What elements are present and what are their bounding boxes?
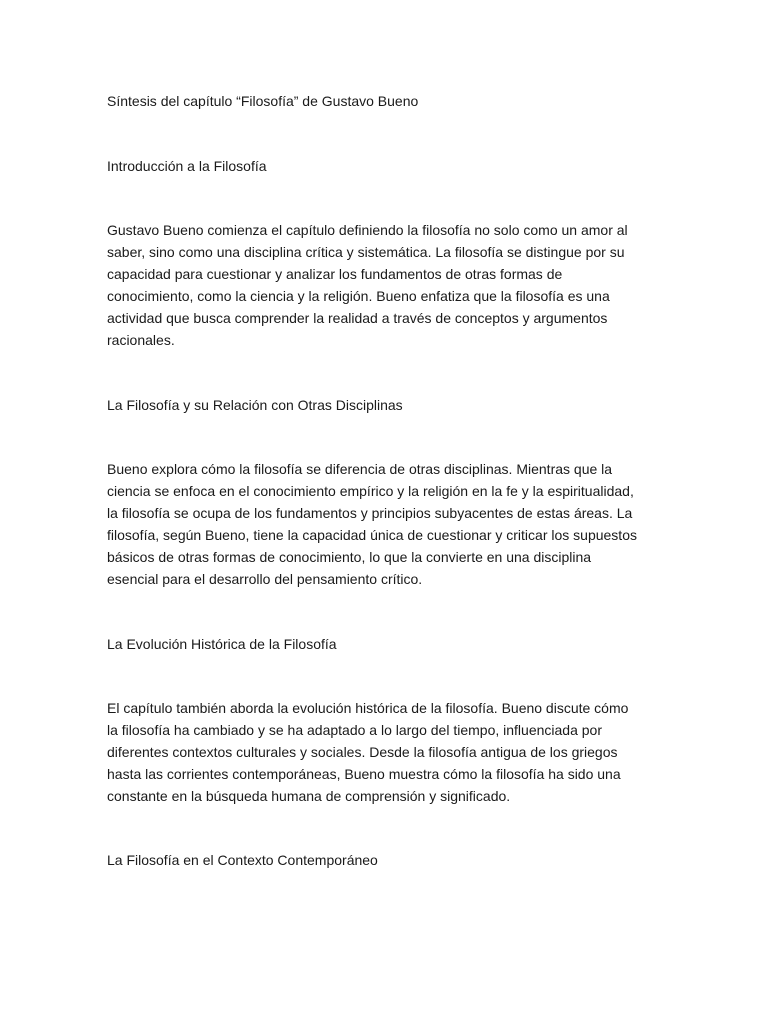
heading-evolution: La Evolución Histórica de la Filosofía — [107, 636, 337, 652]
paragraph-line: hasta las corrientes contemporáneas, Bueno muestra cómo la filosofía ha sido una — [107, 766, 621, 782]
paragraph-line: Gustavo Bueno comienza el capítulo definiendo la filosofía no solo como un amor al — [107, 222, 628, 238]
paragraph-line: la filosofía ha cambiado y se ha adaptado a lo largo del tiempo, influenciada por — [107, 722, 602, 738]
document-title: Síntesis del capítulo “Filosofía” de Gustavo Bueno — [107, 93, 419, 109]
heading-contemporary: La Filosofía en el Contexto Contemporáneo — [107, 852, 378, 868]
paragraph-line: básicos de otras formas de conocimiento, lo que la convierte en una disciplina — [107, 549, 592, 565]
paragraph-evolution — [107, 697, 667, 807]
paragraph-line: constante en la búsqueda humana de comprensión y significado. — [107, 788, 511, 804]
paragraph-line: diferentes contextos culturales y sociales. Desde la filosofía antigua de los griegos — [107, 744, 618, 760]
paragraph-line: Bueno explora cómo la filosofía se diferencia de otras disciplinas. Mientras que la — [107, 461, 613, 477]
paragraph-line: la filosofía se ocupa de los fundamentos y principios subyacentes de estas áreas. La — [107, 505, 633, 521]
paragraph-line: ciencia se enfoca en el conocimiento empírico y la religión en la fe y la espiritualidad, — [107, 483, 634, 499]
paragraph-line: esencial para el desarrollo del pensamiento crítico. — [107, 571, 423, 587]
paragraph-relation — [107, 458, 667, 590]
heading-introduction: Introducción a la Filosofía — [107, 158, 267, 174]
paragraph-line: saber, sino como una disciplina crítica y sistemática. La filosofía se distingue por su — [107, 244, 625, 260]
paragraph-line: racionales. — [107, 332, 175, 348]
paragraph-line: El capítulo también aborda la evolución histórica de la filosofía. Bueno discute cómo — [107, 700, 629, 716]
paragraph-line: actividad que busca comprender la realidad a través de conceptos y argumentos — [107, 310, 608, 326]
paragraph-line: filosofía, según Bueno, tiene la capacidad única de cuestionar y criticar los supuestos — [107, 527, 637, 543]
paragraph-line: capacidad para cuestionar y analizar los fundamentos de otras formas de — [107, 266, 563, 282]
heading-relation: La Filosofía y su Relación con Otras Disciplinas — [107, 397, 403, 413]
paragraph-line: conocimiento, como la ciencia y la religión. Bueno enfatiza que la filosofía es una — [107, 288, 610, 304]
paragraph-introduction — [107, 219, 667, 351]
